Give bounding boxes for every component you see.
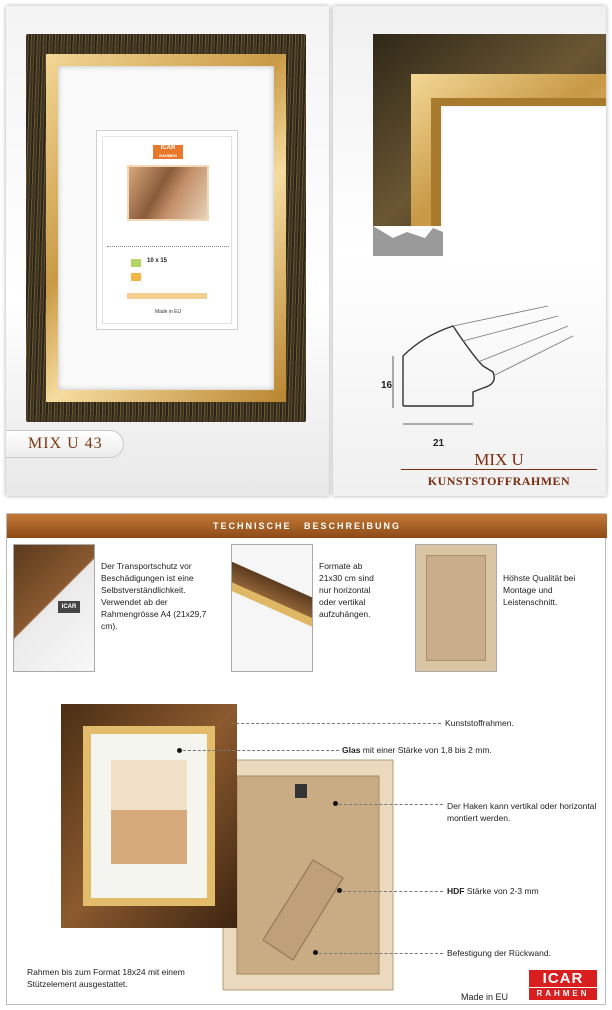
dot-glass [177, 748, 182, 753]
leader-glass [183, 750, 339, 751]
product-label-tab: MIX U 43 [6, 430, 124, 458]
profile-panel [333, 6, 606, 496]
protector-logo: ICAR [58, 601, 80, 613]
insert-url-bar [127, 293, 207, 299]
profile-height: 16 [381, 380, 393, 391]
insert-size-badge [131, 259, 141, 267]
insert-size-badge-2 [131, 273, 141, 281]
insert-logo: ICAR RAHMEN [153, 145, 183, 159]
frame-corner-closeup [333, 6, 606, 266]
insert-signature [107, 237, 229, 247]
feature-text-1: Der Transportschutz vor Beschädigungen ist eine Selbstverständlichkeit. Verwendet ab der Rahmengrösse A4 (21x29,7 cm). [101, 561, 207, 631]
insert-size-text: 10 x 15 [147, 258, 168, 264]
dot-hook [333, 801, 338, 806]
callout-glass: Glas mit einer Stärke von 1,8 bis 2 mm. [342, 745, 492, 755]
sample-insert-card [96, 130, 238, 330]
profile-cross-section-drawing [333, 296, 606, 446]
feature-thumb-frame-back [415, 544, 497, 672]
insert-photo [127, 165, 209, 221]
callout-frame: Kunststoffrahmen. [445, 718, 514, 728]
insert-made: Made in EU [154, 309, 182, 315]
frame-product-panel [6, 6, 329, 496]
callout-hook: Der Haken kann vertikal oder horizontal montiert werden. [447, 801, 597, 823]
feature-thumb-frame-corner [231, 544, 313, 672]
profile-subtitle: KUNSTSTOFFRAHMEN [427, 474, 571, 488]
icar-logo: ICAR RAHMEN [529, 970, 597, 1000]
callout-back: Befestigung der Rückwand. [447, 948, 551, 958]
dot-back [313, 950, 318, 955]
leader-hdf [343, 891, 443, 892]
tech-header: TECHNISCHE BESCHREIBUNG [7, 514, 607, 538]
made-in-eu: Made in EU [461, 992, 509, 1002]
feature-text-3: Höhste Qualität bei Montage und Leistenschnitt. [503, 573, 576, 607]
leader-hook [339, 804, 443, 805]
profile-width: 21 [433, 438, 445, 449]
profile-title: MIX U [474, 450, 524, 469]
leader-frame [231, 723, 441, 724]
dot-hdf [337, 888, 342, 893]
leader-back [319, 953, 443, 954]
stand-note: Rahmen bis zum Format 18x24 mit einem Stützelement ausgestattet. [27, 967, 185, 989]
feature-thumb-corner-protector [13, 544, 95, 672]
feature-text-2: Formate ab 21x30 cm sind nur horizontal oder vertikal aufzuhängen. [319, 561, 374, 619]
callout-hdf: HDF Stärke von 2-3 mm [447, 886, 539, 896]
tech-description-panel [6, 513, 606, 1005]
